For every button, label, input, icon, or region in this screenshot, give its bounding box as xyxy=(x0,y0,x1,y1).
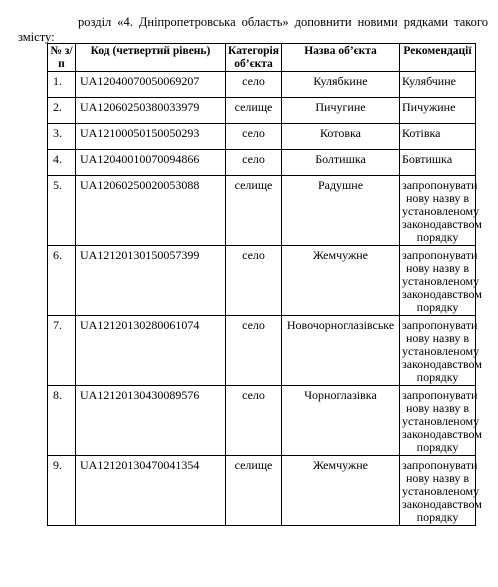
cell-category: селище xyxy=(226,456,282,526)
cell-recommendation: Бовтишка xyxy=(400,150,476,176)
cell-name: Котовка xyxy=(282,124,400,150)
table-row xyxy=(48,316,476,386)
cell-num: 2. xyxy=(48,98,76,124)
settlements-table xyxy=(47,43,482,526)
cell-code: UA12060250020053088 xyxy=(76,176,226,246)
cell-category: село xyxy=(226,150,282,176)
cell-code: UA12120130280061074 xyxy=(76,316,226,386)
cell-category: село xyxy=(226,316,282,386)
cell-code: UA12120130470041354 xyxy=(76,456,226,526)
table-row xyxy=(48,176,476,246)
table-row xyxy=(48,72,476,98)
cell-num: 1. xyxy=(48,72,76,98)
cell-code: UA12120130430089576 xyxy=(76,386,226,456)
cell-num: 5. xyxy=(48,176,76,246)
cell-category: село xyxy=(226,124,282,150)
cell-code: UA12100050150050293 xyxy=(76,124,226,150)
cell-recommendation: запропонувати нову назву в установленому законодавством порядку xyxy=(400,386,476,456)
cell-num: 9. xyxy=(48,456,76,526)
header-category: Категорія об’єкта xyxy=(226,44,282,72)
table-header-row xyxy=(48,44,476,72)
cell-name: Пичугине xyxy=(282,98,400,124)
cell-name: Кулябкине xyxy=(282,72,400,98)
cell-num: 6. xyxy=(48,246,76,316)
cell-name: Чорноглазівка xyxy=(282,386,400,456)
cell-code: UA12060250380033979 xyxy=(76,98,226,124)
cell-recommendation: Кулябчине xyxy=(400,72,476,98)
cell-code: UA12040010070094866 xyxy=(76,150,226,176)
header-code: Код (четвертий рівень) xyxy=(76,44,226,72)
header-name: Назва об’єкта xyxy=(282,44,400,72)
cell-recommendation: запропонувати нову назву в установленому законодавством порядку xyxy=(400,456,476,526)
cell-num: 8. xyxy=(48,386,76,456)
table-row xyxy=(48,456,476,526)
cell-recommendation: Котівка xyxy=(400,124,476,150)
cell-category: селище xyxy=(226,98,282,124)
cell-name: Жемчужне xyxy=(282,246,400,316)
table-row xyxy=(48,124,476,150)
cell-name: Новочорноглазівське xyxy=(282,316,400,386)
cell-category: село xyxy=(226,386,282,456)
table-row xyxy=(48,386,476,456)
cell-recommendation: Пичужине xyxy=(400,98,476,124)
cell-recommendation: запропонувати нову назву в установленому законодавством порядку xyxy=(400,246,476,316)
table-row xyxy=(48,150,476,176)
cell-num: 3. xyxy=(48,124,76,150)
cell-recommendation: запропонувати нову назву в установленому законодавством порядку xyxy=(400,176,476,246)
cell-category: селище xyxy=(226,176,282,246)
header-num: № з/п xyxy=(48,44,76,72)
cell-name: Радушне xyxy=(282,176,400,246)
cell-category: село xyxy=(226,246,282,316)
cell-num: 4. xyxy=(48,150,76,176)
header-recommendations: Рекомендації xyxy=(400,44,476,72)
cell-num: 7. xyxy=(48,316,76,386)
table-row xyxy=(48,98,476,124)
cell-category: село xyxy=(226,72,282,98)
cell-code: UA12040070050069207 xyxy=(76,72,226,98)
table-row xyxy=(48,246,476,316)
intro-paragraph: розділ «4. Дніпропетровська область» доповнити новими рядками такого змісту: xyxy=(18,14,488,44)
cell-recommendation: запропонувати нову назву в установленому законодавством порядку xyxy=(400,316,476,386)
cell-name: Болтишка xyxy=(282,150,400,176)
cell-code: UA12120130150057399 xyxy=(76,246,226,316)
cell-name: Жемчужне xyxy=(282,456,400,526)
